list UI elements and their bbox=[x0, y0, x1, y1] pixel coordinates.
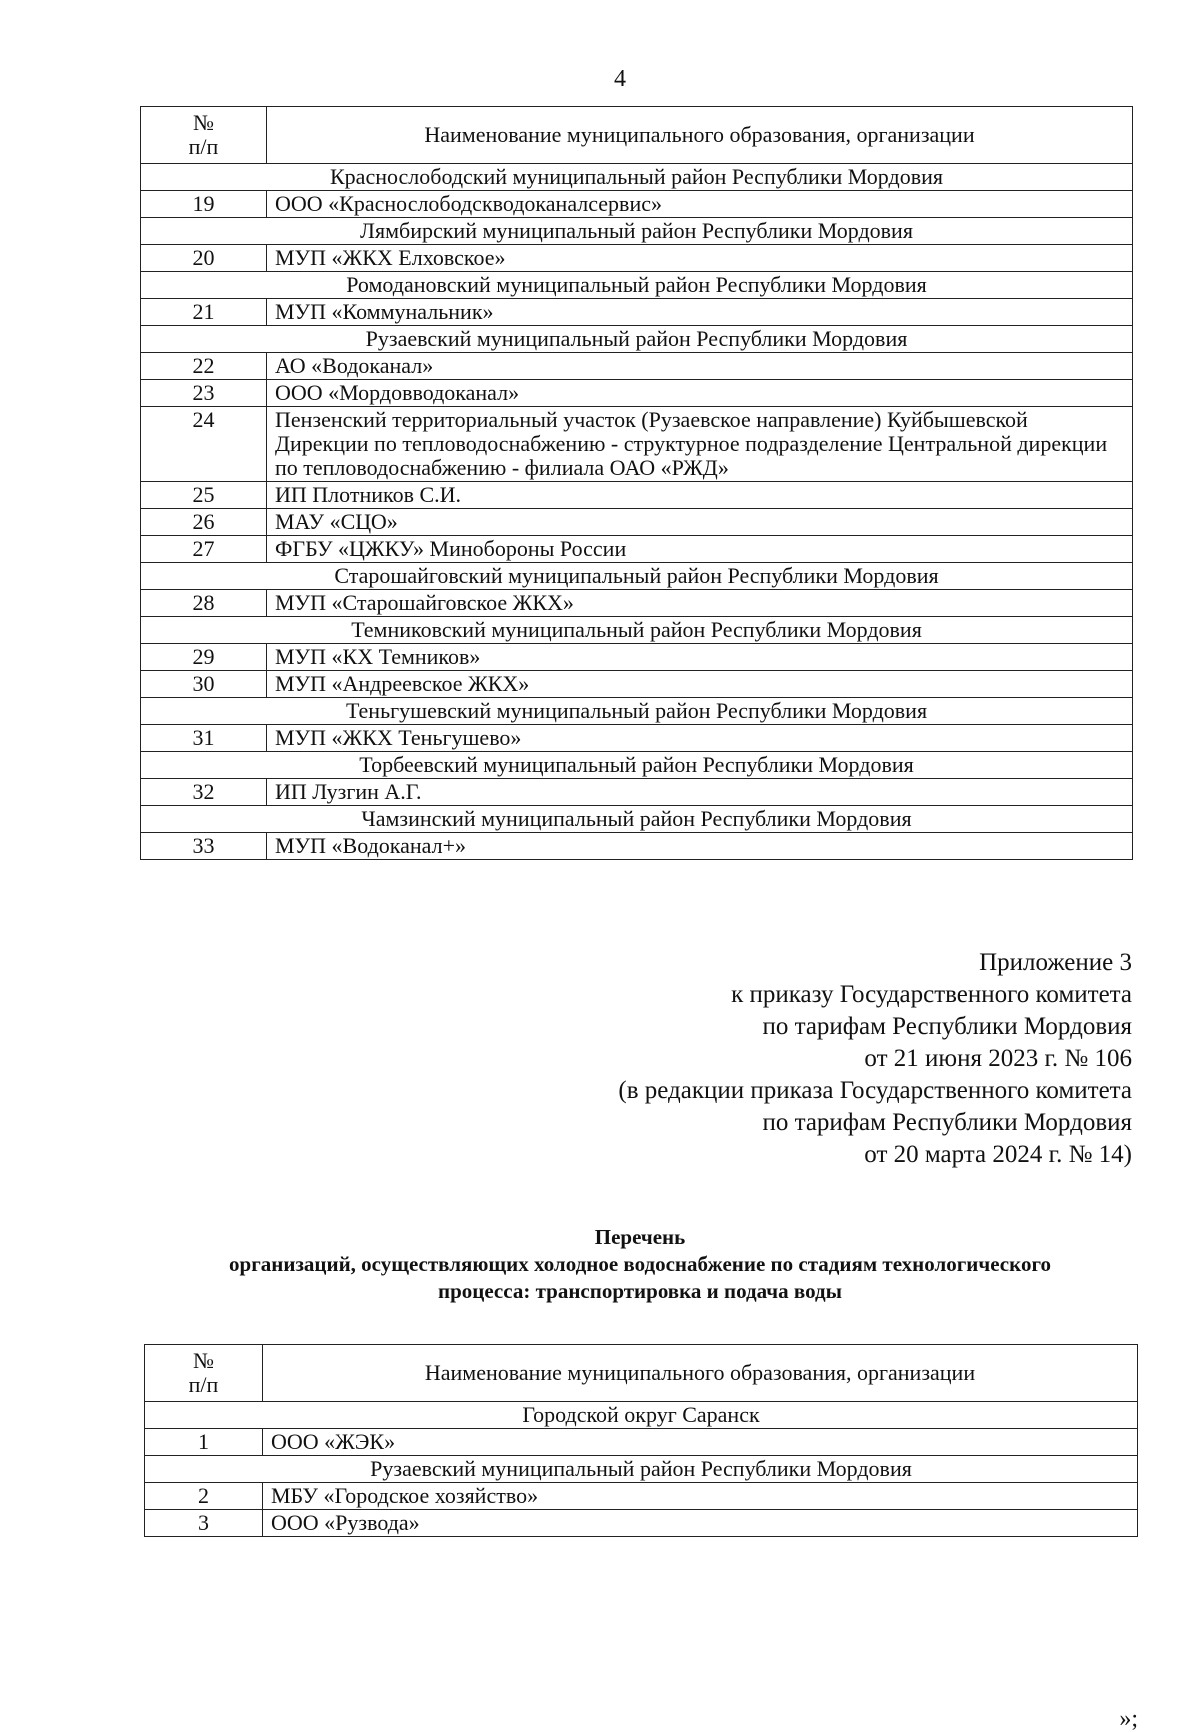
group-row bbox=[141, 563, 1133, 590]
row-number: 27 bbox=[141, 536, 267, 563]
table-row bbox=[141, 353, 1133, 380]
organization-name: ООО «Мордовводоканал» bbox=[267, 380, 1133, 407]
list-title-line: процесса: транспортировка и подача воды bbox=[437, 1279, 843, 1303]
organization-name: ООО «Краснослободскводоканалсервис» bbox=[267, 191, 1133, 218]
row-number: 33 bbox=[141, 833, 267, 860]
organization-name: ООО «ЖЭК» bbox=[263, 1429, 1138, 1456]
group-row bbox=[145, 1456, 1138, 1483]
group-row bbox=[141, 164, 1133, 191]
group-row bbox=[141, 617, 1133, 644]
organizations-table-continued bbox=[140, 106, 1133, 860]
organization-name: МУП «КХ Темников» bbox=[267, 644, 1133, 671]
table-row bbox=[141, 407, 1133, 482]
row-number: 29 bbox=[141, 644, 267, 671]
municipality-name: Темниковский муниципальный район Республики Мордовия bbox=[141, 617, 1133, 644]
table-row bbox=[141, 671, 1133, 698]
group-row bbox=[141, 272, 1133, 299]
row-number: 1 bbox=[145, 1429, 263, 1456]
list-title bbox=[150, 1224, 1130, 1305]
appendix-line: (в редакции приказа Государственного комитета bbox=[618, 1077, 1132, 1104]
group-row bbox=[141, 806, 1133, 833]
municipality-name: Старошайговский муниципальный район Республики Мордовия bbox=[141, 563, 1133, 590]
appendix-line: Приложение 3 bbox=[979, 949, 1132, 976]
organization-name: МУП «ЖКХ Теньгушево» bbox=[267, 725, 1133, 752]
appendix-line: по тарифам Республики Мордовия bbox=[762, 1109, 1132, 1136]
municipality-name: Городской округ Саранск bbox=[145, 1402, 1138, 1429]
table-row bbox=[141, 536, 1133, 563]
table-header-row bbox=[141, 107, 1133, 164]
row-number: 19 bbox=[141, 191, 267, 218]
appendix-heading bbox=[432, 947, 1132, 1171]
group-row bbox=[141, 326, 1133, 353]
list-title-line: Перечень bbox=[594, 1225, 686, 1249]
row-number: 23 bbox=[141, 380, 267, 407]
organization-name: МУП «Андреевское ЖКХ» bbox=[267, 671, 1133, 698]
column-header-name: Наименование муниципального образования, организации bbox=[267, 107, 1133, 164]
organization-name: МУП «ЖКХ Елховское» bbox=[267, 245, 1133, 272]
organization-name: МАУ «СЦО» bbox=[267, 509, 1133, 536]
organization-name: МУП «Коммунальник» bbox=[267, 299, 1133, 326]
municipality-name: Краснослободский муниципальный район Республики Мордовия bbox=[141, 164, 1133, 191]
table-row bbox=[141, 380, 1133, 407]
table-row bbox=[141, 299, 1133, 326]
organization-name: МУП «Водоканал+» bbox=[267, 833, 1133, 860]
appendix-line: по тарифам Республики Мордовия bbox=[762, 1013, 1132, 1040]
row-number: 26 bbox=[141, 509, 267, 536]
row-number: 3 bbox=[145, 1510, 263, 1537]
appendix-line: от 21 июня 2023 г. № 106 bbox=[864, 1045, 1132, 1072]
organization-name: АО «Водоканал» bbox=[267, 353, 1133, 380]
group-row bbox=[141, 698, 1133, 725]
organization-name: ООО «Рузвода» bbox=[263, 1510, 1138, 1537]
table-row bbox=[141, 779, 1133, 806]
organization-name: МБУ «Городское хозяйство» bbox=[263, 1483, 1138, 1510]
municipality-name: Ромодановский муниципальный район Республики Мордовия bbox=[141, 272, 1133, 299]
table-header-row bbox=[145, 1345, 1138, 1402]
row-number: 24 bbox=[141, 407, 267, 482]
row-number: 32 bbox=[141, 779, 267, 806]
table-row bbox=[141, 482, 1133, 509]
page-number: 4 bbox=[614, 66, 626, 92]
table-row bbox=[141, 191, 1133, 218]
municipality-name: Теньгушевский муниципальный район Республики Мордовия bbox=[141, 698, 1133, 725]
list-title-line: организаций, осуществляющих холодное водоснабжение по стадиям технологического bbox=[229, 1252, 1051, 1276]
organization-name: Пензенский территориальный участок (Рузаевское направление) Куйбышевской Дирекции по тепловодоснабжению - структурное подразделение Центральной дирекции по тепловодоснабжению - филиала ОАО «РЖД» bbox=[267, 407, 1133, 482]
table-row bbox=[141, 644, 1133, 671]
organizations-table-transport bbox=[144, 1344, 1138, 1537]
organization-name: ИП Плотников С.И. bbox=[267, 482, 1133, 509]
row-number: 2 bbox=[145, 1483, 263, 1510]
row-number: 31 bbox=[141, 725, 267, 752]
municipality-name: Чамзинский муниципальный район Республики Мордовия bbox=[141, 806, 1133, 833]
group-row bbox=[141, 752, 1133, 779]
closing-quote-mark: »; bbox=[1119, 1706, 1138, 1732]
appendix-line: к приказу Государственного комитета bbox=[731, 981, 1132, 1008]
table-row bbox=[145, 1510, 1138, 1537]
table-row bbox=[141, 245, 1133, 272]
organization-name: ФГБУ «ЦЖКУ» Минобороны России bbox=[267, 536, 1133, 563]
table-row bbox=[141, 590, 1133, 617]
row-number: 22 bbox=[141, 353, 267, 380]
table-row bbox=[141, 509, 1133, 536]
group-row bbox=[145, 1402, 1138, 1429]
row-number: 20 bbox=[141, 245, 267, 272]
organization-name: МУП «Старошайговское ЖКХ» bbox=[267, 590, 1133, 617]
row-number: 21 bbox=[141, 299, 267, 326]
table-body bbox=[141, 164, 1133, 860]
municipality-name: Торбеевский муниципальный район Республики Мордовия bbox=[141, 752, 1133, 779]
group-row bbox=[141, 218, 1133, 245]
column-header-number: № п/п bbox=[145, 1345, 263, 1402]
municipality-name: Рузаевский муниципальный район Республики Мордовия bbox=[145, 1456, 1138, 1483]
table-body bbox=[145, 1402, 1138, 1537]
row-number: 28 bbox=[141, 590, 267, 617]
row-number: 30 bbox=[141, 671, 267, 698]
column-header-name: Наименование муниципального образования, организации bbox=[263, 1345, 1138, 1402]
row-number: 25 bbox=[141, 482, 267, 509]
municipality-name: Лямбирский муниципальный район Республики Мордовия bbox=[141, 218, 1133, 245]
table-row bbox=[145, 1483, 1138, 1510]
column-header-number: № п/п bbox=[141, 107, 267, 164]
organization-name: ИП Лузгин А.Г. bbox=[267, 779, 1133, 806]
table-row bbox=[145, 1429, 1138, 1456]
table-row bbox=[141, 725, 1133, 752]
table-row bbox=[141, 833, 1133, 860]
appendix-line: от 20 марта 2024 г. № 14) bbox=[864, 1141, 1132, 1168]
municipality-name: Рузаевский муниципальный район Республики Мордовия bbox=[141, 326, 1133, 353]
